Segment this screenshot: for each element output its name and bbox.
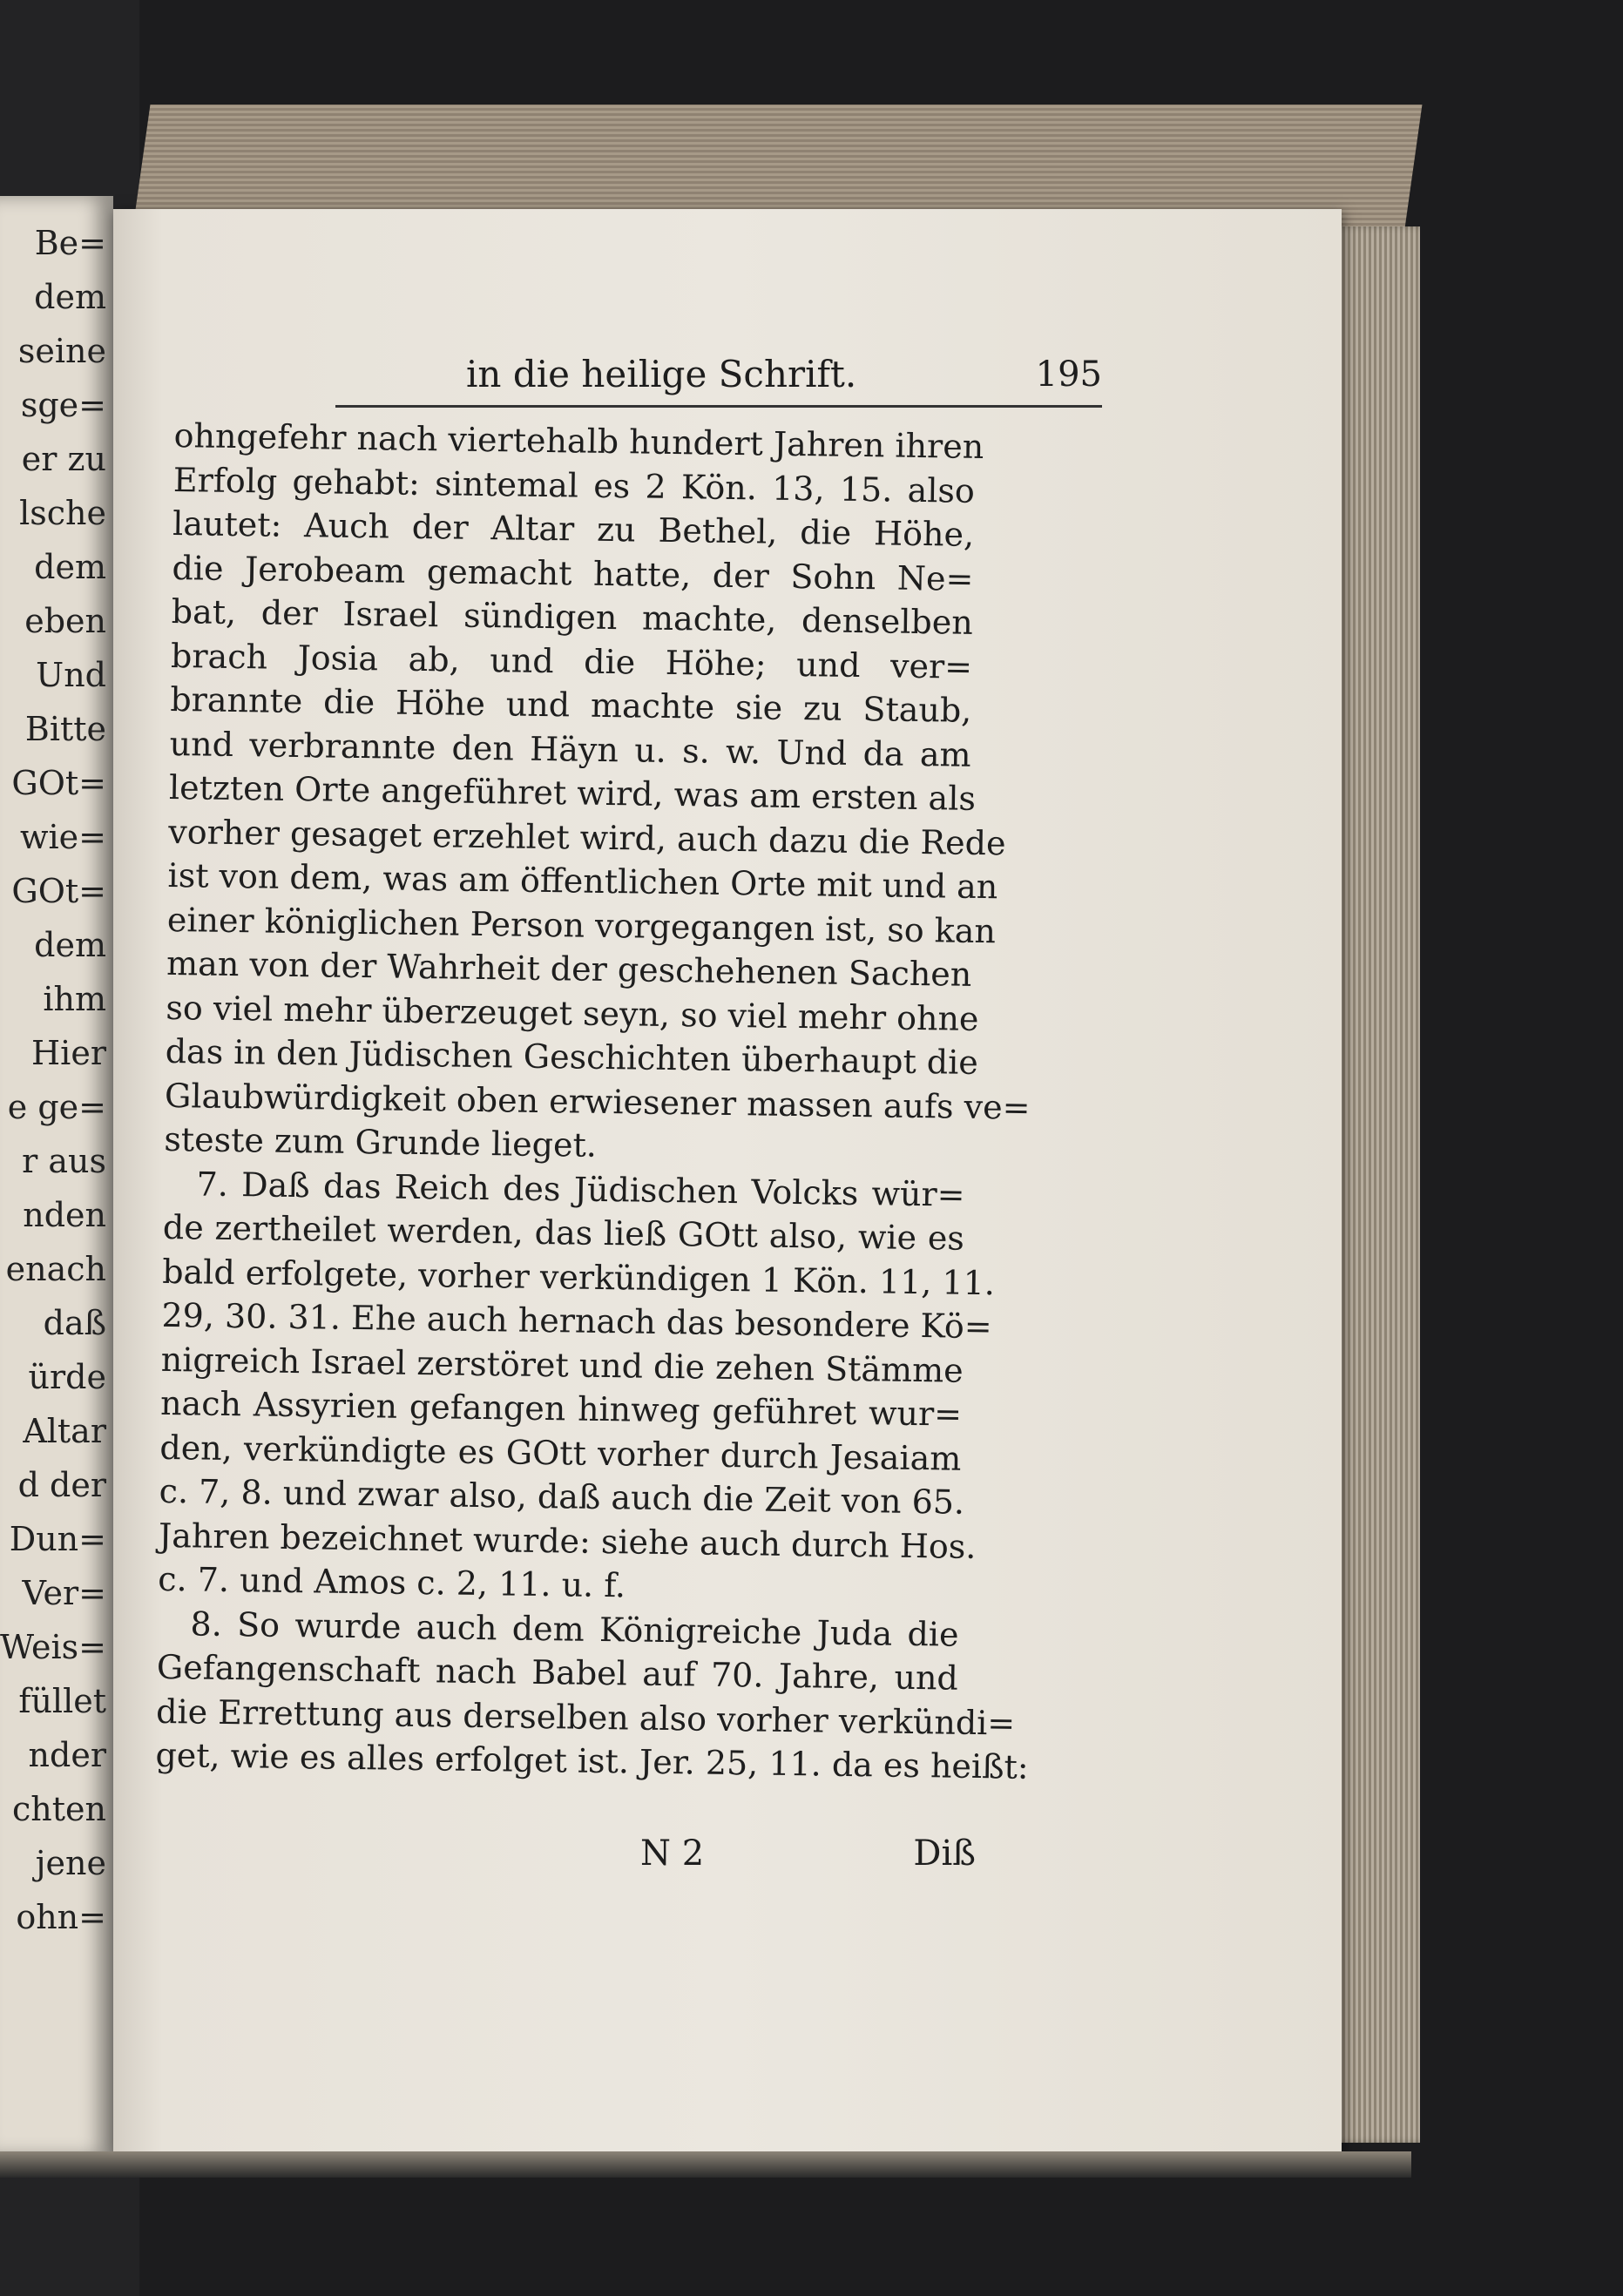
left-page-fragment: chten xyxy=(12,1790,106,1828)
page-footer xyxy=(174,1833,976,1882)
left-page-fragment: Und xyxy=(36,656,106,694)
text-line: de zertheilet werden, das ließ GOtt also, wie es xyxy=(162,1207,965,1258)
text-line: c. 7, 8. und zwar also, daß auch die Zeit von 65. xyxy=(159,1471,965,1522)
body-text xyxy=(155,414,1031,1788)
left-page-fragment: r aus xyxy=(22,1142,106,1180)
text-line: Erfolg gehabt: sintemal es 2 Kön. 13, 15. also xyxy=(172,460,976,510)
text-line: brach Josia ab, und die Höhe; und ver= xyxy=(170,636,973,686)
text-line: Jahren bezeichnet wurde: siehe auch durch Hos. xyxy=(158,1516,977,1566)
left-page-fragment: GOt= xyxy=(11,872,106,910)
left-page-fragment: ohn= xyxy=(16,1898,106,1936)
book-bottom-edge xyxy=(0,2151,1411,2178)
text-line: bald erfolgete, vorher verkündigen 1 Kön. 11, 11. xyxy=(161,1252,996,1302)
left-page-fragment: füllet xyxy=(18,1682,106,1720)
left-page-fragment: nder xyxy=(28,1736,106,1774)
left-page-fragment: jene xyxy=(35,1844,106,1882)
text-line: den, verkündigte es GOtt vorher durch Jesaiam xyxy=(159,1428,962,1478)
text-line: so viel mehr überzeuget seyn, so viel mehr ohne xyxy=(166,988,979,1038)
running-title: in die heilige Schrift. xyxy=(466,353,857,395)
text-line: 8. So wurde auch dem Königreiche Juda die xyxy=(190,1604,959,1654)
left-page-fragment: sge= xyxy=(20,386,106,424)
text-line: bat, der Israel sündigen machte, denselben xyxy=(171,591,974,642)
left-page-fragment: Hier xyxy=(31,1034,106,1072)
left-page-fragment: GOt= xyxy=(11,764,106,802)
text-line: letzten Orte angeführet wird, was am ersten als xyxy=(168,767,977,818)
catchword: Diß xyxy=(913,1833,976,1874)
text-line: die Errettung aus derselben also vorher verkündi= xyxy=(155,1692,1016,1743)
text-line: Glaubwürdigkeit oben erwiesener massen aufs ve= xyxy=(164,1076,1031,1127)
left-page-fragment: nden xyxy=(23,1196,106,1234)
page-header xyxy=(335,353,1102,408)
text-line: get, wie es alles erfolget ist. Jer. 25, 11. da es heißt: xyxy=(155,1735,1029,1786)
left-page-fragment: e ge= xyxy=(7,1088,106,1126)
text-line: brannte die Höhe und machte sie zu Staub, xyxy=(170,679,972,730)
page-number: 195 xyxy=(1035,355,1102,395)
text-line: die Jerobeam gemacht hatte, der Sohn Ne= xyxy=(172,548,974,598)
left-page-fragment: Dun= xyxy=(9,1520,106,1558)
text-line: vorher gesaget erzehlet wird, auch dazu die Rede xyxy=(167,812,1006,862)
left-page-fragment: enach xyxy=(5,1250,106,1288)
left-page-fragment: dem xyxy=(34,278,106,316)
left-page-fragment: dem xyxy=(34,548,106,586)
book-page xyxy=(113,209,1342,2151)
text-line: ohngefehr nach viertehalb hundert Jahren ihren xyxy=(173,415,984,466)
left-page-fragment: eben xyxy=(24,602,106,640)
left-page-fragment: seine xyxy=(17,332,106,370)
text-line: ist von dem, was am öffentlichen Orte mit und an xyxy=(167,855,998,907)
text-line: einer königlichen Person vorgegangen ist, so kan xyxy=(166,900,997,950)
text-line: 29, 30. 31. Ehe auch hernach das besondere Kö= xyxy=(161,1295,992,1347)
left-page-fragment: wie= xyxy=(19,818,106,856)
left-page-fragment: daß xyxy=(43,1304,106,1342)
text-line: steste zum Grunde lieget. xyxy=(164,1119,598,1165)
text-line: 7. Daß das Reich des Jüdischen Volcks wür= xyxy=(196,1164,965,1214)
text-line: das in den Jüdischen Geschichten überhaupt die xyxy=(165,1031,979,1082)
left-page-fragment: Weis= xyxy=(0,1628,106,1666)
left-page-fragment: Ver= xyxy=(22,1574,106,1612)
signature-mark: N 2 xyxy=(640,1833,705,1874)
text-line: lautet: Auch der Altar zu Bethel, die Höhe, xyxy=(172,503,975,554)
left-page-fragment: Altar xyxy=(23,1412,106,1450)
text-line: man von der Wahrheit der geschehenen Sachen xyxy=(166,943,972,994)
text-line: nach Assyrien gefangen hinweg geführet wur= xyxy=(159,1383,963,1434)
left-page-fragment: lsche xyxy=(19,494,106,532)
text-line: c. 7. und Amos c. 2, 11. u. f. xyxy=(158,1559,626,1605)
left-page-fragment: ihm xyxy=(43,980,106,1018)
left-page xyxy=(0,196,113,2156)
left-page-fragment: dem xyxy=(34,926,106,964)
left-page-fragment: er zu xyxy=(21,440,106,478)
left-page-fragment: d der xyxy=(17,1466,106,1504)
text-line: nigreich Israel zerstöret und die zehen Stämme xyxy=(160,1340,964,1390)
text-line: und verbrannte den Häyn u. s. w. Und da am xyxy=(169,724,971,774)
left-page-fragment: ürde xyxy=(28,1358,106,1396)
left-page-fragment: Be= xyxy=(34,224,106,262)
text-line: Gefangenschaft nach Babel auf 70. Jahre, und xyxy=(156,1647,959,1698)
left-page-fragment: Bitte xyxy=(24,710,106,748)
